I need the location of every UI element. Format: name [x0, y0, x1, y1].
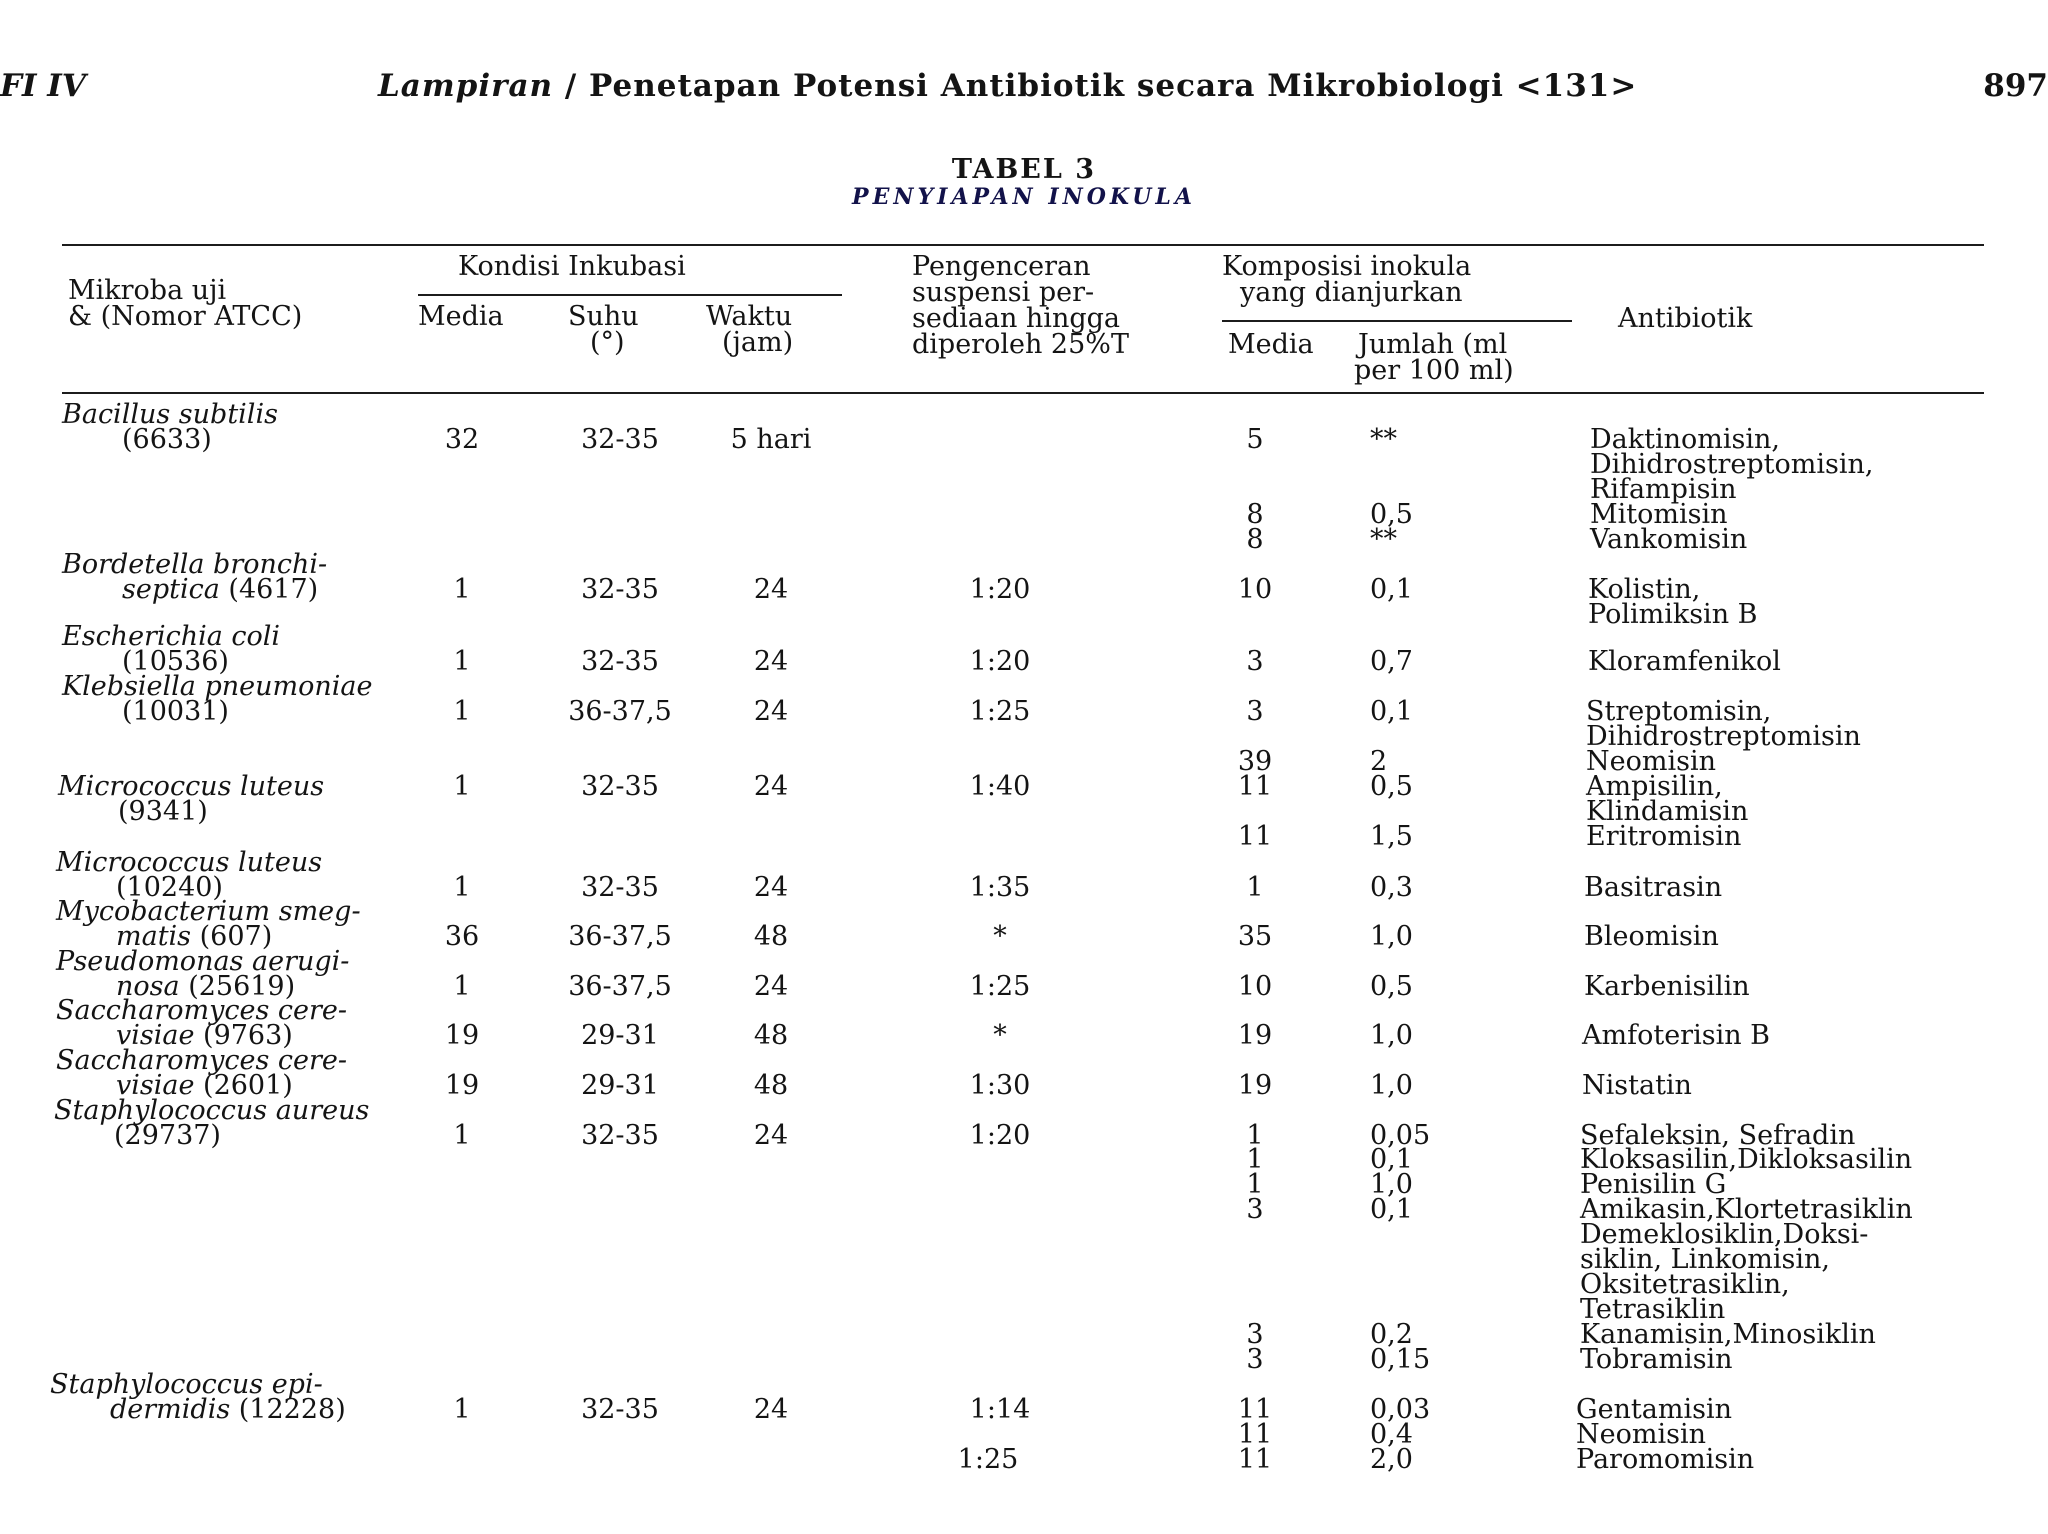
mikroba-name: Bordetella bronchi- [62, 549, 328, 580]
komposisi-media: 10 [1237, 574, 1273, 605]
antibiotik-name: Kolistin, [1588, 574, 1701, 605]
kondisi-rule [418, 294, 842, 296]
antibiotik-name: Gentamisin [1576, 1394, 1733, 1425]
komposisi-media: 1 [1246, 1144, 1264, 1175]
antibiotik-name: Paromomisin [1576, 1444, 1755, 1475]
kondisi-waktu: 24 [753, 646, 789, 677]
kondisi-suhu: 32-35 [581, 771, 659, 802]
mikroba-name: Pseudomonas aerugi- [56, 946, 350, 977]
col-head-pengenceran-2: suspensi per- [912, 277, 1095, 308]
komposisi-rule [1222, 320, 1572, 322]
kondisi-media: 19 [444, 1070, 480, 1101]
komposisi-media: 11 [1237, 1419, 1273, 1450]
komposisi-jumlah: 1,0 [1370, 1169, 1413, 1200]
mikroba-name-cont: dermidis [110, 1394, 239, 1425]
atcc-number: (10536) [122, 646, 229, 677]
antibiotik-name: Oksitetrasiklin, [1580, 1269, 1790, 1300]
kondisi-waktu: 48 [753, 1020, 789, 1051]
antibiotik-name: Polimiksin B [1588, 599, 1758, 630]
komposisi-media: 35 [1237, 921, 1273, 952]
komposisi-jumlah: 0,03 [1370, 1394, 1431, 1425]
kondisi-waktu: 24 [753, 771, 789, 802]
komposisi-jumlah: 1,0 [1370, 1020, 1413, 1051]
kondisi-waktu: 48 [753, 921, 789, 952]
komposisi-media: 1 [1246, 1169, 1264, 1200]
atcc-number: (29737) [114, 1120, 221, 1151]
kondisi-media: 1 [453, 771, 471, 802]
pengenceran-value: 1:25 [957, 1444, 1019, 1475]
kondisi-waktu: 24 [753, 696, 789, 727]
komposisi-jumlah: 2,0 [1370, 1444, 1413, 1475]
kondisi-suhu: 32-35 [581, 1120, 659, 1151]
komposisi-media: 11 [1237, 821, 1273, 852]
antibiotik-name: Dihidrostreptomisin, [1590, 449, 1874, 480]
col-head-pengenceran-4: diperoleh 25%T [912, 329, 1129, 360]
komposisi-media: 5 [1246, 424, 1264, 455]
komposisi-jumlah: 2 [1370, 746, 1388, 777]
mikroba-atcc [122, 574, 319, 605]
col-head-media: Media [418, 301, 504, 332]
kondisi-media: 36 [444, 921, 480, 952]
antibiotik-name: Karbenisilin [1584, 971, 1750, 1002]
antibiotik-name: Neomisin [1576, 1419, 1706, 1450]
atcc-number: (2601) [203, 1070, 293, 1101]
col-head-waktu-1: Waktu [706, 301, 793, 332]
kondisi-media: 1 [453, 872, 471, 903]
col-head-waktu-2: (jam) [722, 327, 794, 358]
antibiotik-name: Nistatin [1582, 1070, 1692, 1101]
antibiotik-name: Streptomisin, [1586, 696, 1772, 727]
table-subtitle: PENYIAPAN INOKULA [852, 184, 1196, 210]
kondisi-media: 1 [453, 971, 471, 1002]
kondisi-media: 1 [453, 1120, 471, 1151]
col-head-jumlah-1: Jumlah (ml [1358, 329, 1508, 360]
col-head-suhu-1: Suhu [568, 301, 639, 332]
mikroba-atcc [118, 796, 208, 827]
header-title-italic: Lampiran [378, 68, 554, 104]
kondisi-suhu: 36-37,5 [568, 696, 672, 727]
kondisi-suhu: 36-37,5 [568, 921, 672, 952]
komposisi-media: 3 [1246, 1194, 1264, 1225]
mikroba-atcc [114, 1120, 221, 1151]
atcc-number: (10240) [116, 872, 223, 903]
kondisi-waktu: 24 [753, 872, 789, 903]
kondisi-media: 19 [444, 1020, 480, 1051]
komposisi-media: 19 [1237, 1070, 1273, 1101]
komposisi-jumlah: 0,1 [1370, 1144, 1413, 1175]
kondisi-waktu: 5 hari [730, 424, 812, 455]
atcc-number: (12228) [238, 1394, 346, 1425]
mikroba-name-cont: matis [116, 921, 200, 952]
mikroba-atcc [122, 696, 229, 727]
col-head-komp-media: Media [1228, 329, 1314, 360]
antibiotik-name: Neomisin [1586, 746, 1716, 777]
kondisi-media: 1 [453, 696, 471, 727]
col-head-pengenceran-1: Pengenceran [912, 251, 1091, 282]
komposisi-jumlah: ** [1370, 524, 1397, 555]
mikroba-name-cont: visiae [116, 1070, 204, 1101]
komposisi-media: 11 [1237, 1394, 1273, 1425]
komposisi-media: 11 [1237, 1444, 1273, 1475]
komposisi-jumlah: 0,7 [1370, 646, 1413, 677]
pengenceran-value: * [993, 1020, 1007, 1051]
col-head-antibiotik: Antibiotik [1618, 303, 1753, 334]
komposisi-jumlah: 1,5 [1370, 821, 1413, 852]
komposisi-media: 8 [1246, 499, 1264, 530]
antibiotik-name: Klindamisin [1586, 796, 1749, 827]
mikroba-name: Staphylococcus aureus [54, 1095, 370, 1126]
pengenceran-value: 1:30 [969, 1070, 1031, 1101]
komposisi-media: 1 [1246, 1120, 1264, 1151]
komposisi-jumlah: 0,5 [1370, 971, 1413, 1002]
kondisi-media: 32 [444, 424, 480, 455]
mikroba-name: Mycobacterium smeg- [56, 896, 361, 927]
table-title: TABEL 3 [951, 154, 1097, 185]
antibiotik-name: Rifampisin [1590, 474, 1737, 505]
mikroba-name: Micrococcus luteus [58, 771, 325, 802]
kondisi-suhu: 29-31 [581, 1070, 659, 1101]
komposisi-media: 3 [1246, 1319, 1264, 1350]
komposisi-jumlah: 0,2 [1370, 1319, 1413, 1350]
antibiotik-name: Sefaleksin, Sefradin [1580, 1120, 1856, 1151]
antibiotik-name: Kloramfenikol [1588, 646, 1781, 677]
atcc-number: (9341) [118, 796, 208, 827]
kondisi-suhu: 32-35 [581, 872, 659, 903]
pengenceran-value: 1:25 [969, 696, 1031, 727]
atcc-number: (25619) [188, 971, 296, 1002]
mikroba-name-cont: visiae [116, 1020, 204, 1051]
mikroba-name: Saccharomyces cere- [56, 995, 347, 1026]
komposisi-media: 3 [1246, 1344, 1264, 1375]
col-head-kondisi: Kondisi Inkubasi [458, 251, 686, 282]
kondisi-suhu: 32-35 [581, 646, 659, 677]
antibiotik-name: Bleomisin [1584, 921, 1719, 952]
col-head-jumlah-2: per 100 ml) [1354, 355, 1514, 386]
komposisi-jumlah: 0,5 [1370, 499, 1413, 530]
atcc-number: (6633) [122, 424, 212, 455]
mikroba-name: Saccharomyces cere- [56, 1045, 347, 1076]
mikroba-name: Micrococcus luteus [56, 847, 323, 878]
pengenceran-value: 1:14 [969, 1394, 1031, 1425]
antibiotik-name: Penisilin G [1580, 1169, 1727, 1200]
antibiotik-name: Tetrasiklin [1580, 1294, 1726, 1325]
kondisi-media: 1 [453, 1394, 471, 1425]
mikroba-name-cont: nosa [116, 971, 189, 1002]
pengenceran-value: 1:20 [969, 1120, 1031, 1151]
antibiotik-name: Kanamisin,Minosiklin [1580, 1319, 1876, 1350]
kondisi-waktu: 48 [753, 1070, 789, 1101]
mikroba-name: Staphylococcus epi- [50, 1369, 323, 1400]
komposisi-media: 39 [1237, 746, 1273, 777]
antibiotik-name: Mitomisin [1590, 499, 1728, 530]
komposisi-jumlah: 1,0 [1370, 921, 1413, 952]
komposisi-jumlah: 0,1 [1370, 574, 1413, 605]
mikroba-atcc [122, 424, 212, 455]
antibiotik-name: Basitrasin [1584, 872, 1723, 903]
pengenceran-value: 1:20 [969, 574, 1031, 605]
antibiotik-name: Eritromisin [1586, 821, 1742, 852]
komposisi-jumlah: 0,15 [1370, 1344, 1431, 1375]
pengenceran-value: 1:35 [969, 872, 1031, 903]
kondisi-media: 1 [453, 646, 471, 677]
kondisi-waktu: 24 [753, 574, 789, 605]
kondisi-media: 1 [453, 574, 471, 605]
mikroba-name: Bacillus subtilis [62, 399, 278, 430]
kondisi-waktu: 24 [753, 1394, 789, 1425]
col-head-komposisi-2: yang dianjurkan [1240, 277, 1463, 308]
komposisi-jumlah: 0,5 [1370, 771, 1413, 802]
pengenceran-value: 1:25 [969, 971, 1031, 1002]
antibiotik-name: siklin, Linkomisin, [1580, 1244, 1830, 1275]
header-bottom-rule [62, 392, 1984, 394]
atcc-number: (10031) [122, 696, 229, 727]
top-rule [62, 244, 1984, 246]
antibiotik-name: Kloksasilin,Dikloksasilin [1580, 1144, 1913, 1175]
antibiotik-name: Dihidrostreptomisin [1586, 721, 1861, 752]
col-head-pengenceran-3: sediaan hingga [912, 303, 1120, 334]
kondisi-waktu: 24 [753, 1120, 789, 1151]
komposisi-jumlah: 0,1 [1370, 696, 1413, 727]
mikroba-name-cont: septica [122, 574, 229, 605]
pengenceran-value: 1:20 [969, 646, 1031, 677]
antibiotik-name: Daktinomisin, [1590, 424, 1780, 455]
komposisi-media: 11 [1237, 771, 1273, 802]
komposisi-media: 3 [1246, 646, 1264, 677]
antibiotik-name: Ampisilin, [1586, 771, 1723, 802]
mikroba-atcc [110, 1394, 346, 1425]
komposisi-jumlah: 0,3 [1370, 872, 1413, 903]
komposisi-jumlah: 0,1 [1370, 1194, 1413, 1225]
komposisi-media: 10 [1237, 971, 1273, 1002]
col-head-suhu-2: (°) [590, 327, 625, 358]
kondisi-suhu: 36-37,5 [568, 971, 672, 1002]
kondisi-suhu: 29-31 [581, 1020, 659, 1051]
antibiotik-name: Amfoterisin B [1582, 1020, 1771, 1051]
komposisi-jumlah: 1,0 [1370, 1070, 1413, 1101]
col-head-mikroba-1: Mikroba uji [68, 275, 227, 306]
mikroba-name: Klebsiella pneumoniae [62, 671, 373, 702]
komposisi-media: 1 [1246, 872, 1264, 903]
col-head-komposisi-1: Komposisi inokula [1222, 251, 1472, 282]
page-number: 897 [1983, 68, 2048, 104]
komposisi-jumlah: 0,05 [1370, 1120, 1431, 1151]
antibiotik-name: Amikasin,Klortetrasiklin [1580, 1194, 1913, 1225]
pengenceran-value: 1:40 [969, 771, 1031, 802]
kondisi-suhu: 32-35 [581, 1394, 659, 1425]
kondisi-suhu: 32-35 [581, 574, 659, 605]
atcc-number: (4617) [228, 574, 319, 605]
komposisi-media: 3 [1246, 696, 1264, 727]
header-title [378, 68, 1637, 104]
komposisi-media: 19 [1237, 1020, 1273, 1051]
antibiotik-name: Vankomisin [1590, 524, 1748, 555]
header-left: FI IV [0, 68, 86, 104]
komposisi-jumlah: ** [1370, 424, 1397, 455]
atcc-number: (607) [199, 921, 273, 952]
kondisi-waktu: 24 [753, 971, 789, 1002]
komposisi-media: 8 [1246, 524, 1264, 555]
col-head-mikroba-2: & (Nomor ATCC) [68, 301, 303, 332]
header-title-rest: / Penetapan Potensi Antibiotik secara Mikrobiologi <131> [553, 68, 1638, 104]
mikroba-name: Escherichia coli [62, 621, 281, 652]
atcc-number: (9763) [203, 1020, 293, 1051]
antibiotik-name: Demeklosiklin,Doksi- [1580, 1219, 1869, 1250]
komposisi-jumlah: 0,4 [1370, 1419, 1413, 1450]
antibiotik-name: Tobramisin [1580, 1344, 1733, 1375]
pengenceran-value: * [993, 921, 1007, 952]
kondisi-suhu: 32-35 [581, 424, 659, 455]
